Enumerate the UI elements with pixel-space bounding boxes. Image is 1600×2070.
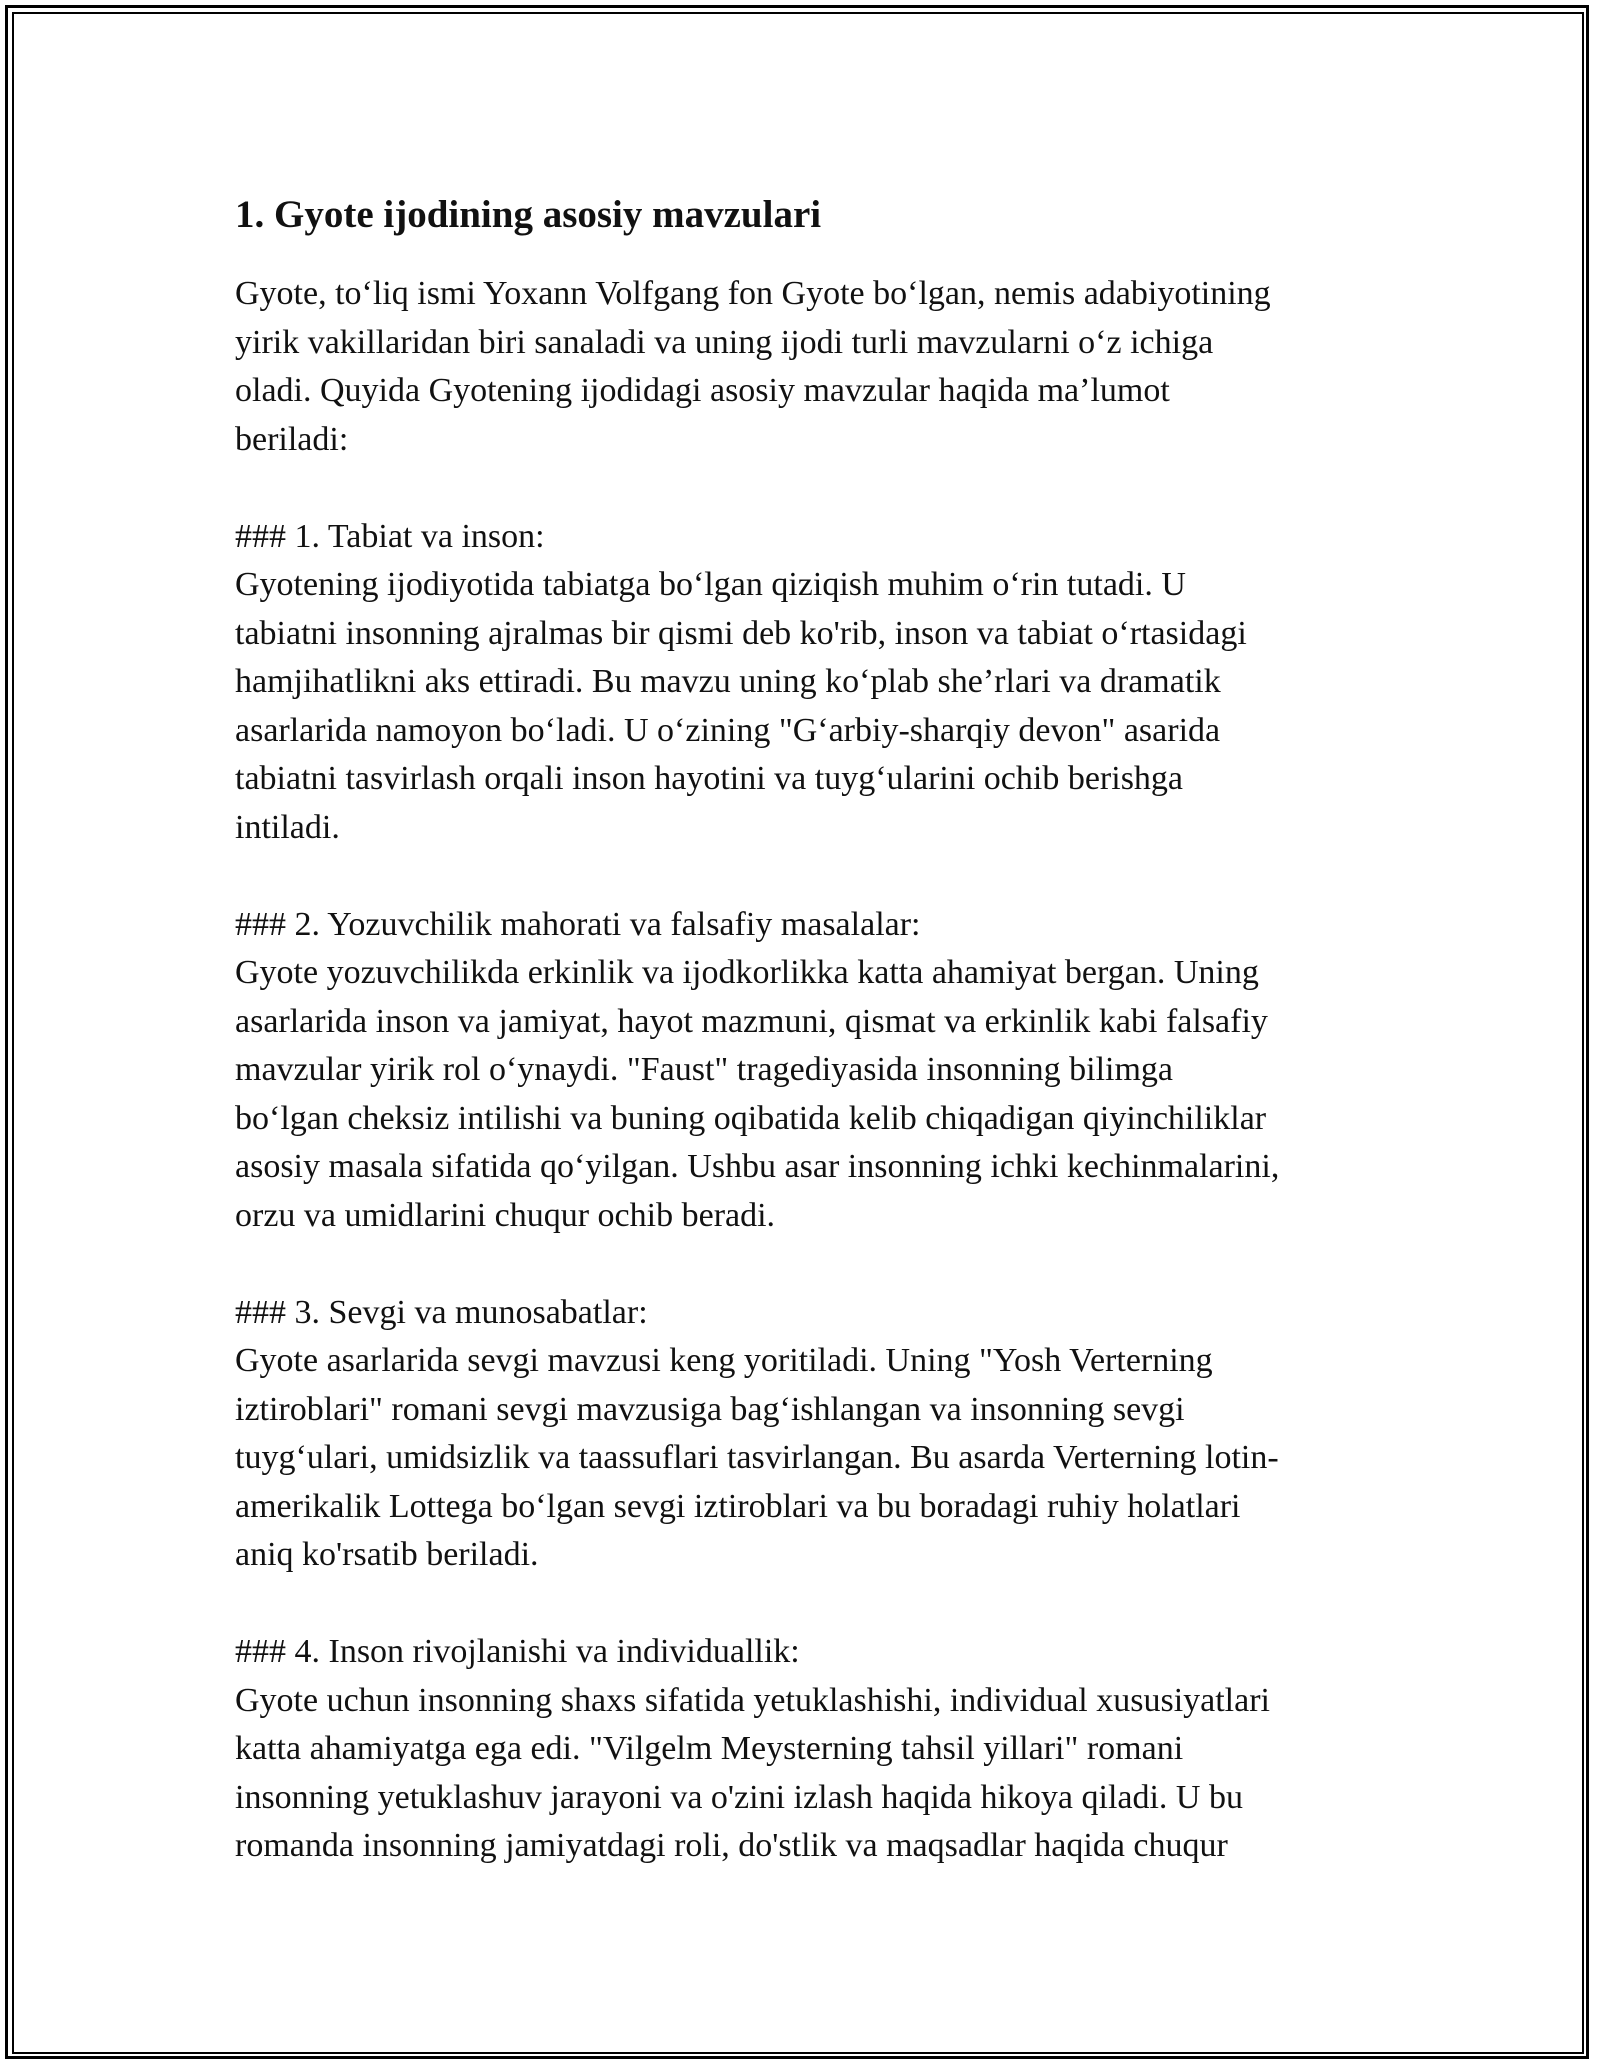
section-body-tabiat: Gyotening ijodiyotida tabiatga bo‘lgan qiziqish muhim o‘rin tutadi. U tabiatni insonning ajralmas bir qismi deb ko'rib, inson va tabiat o‘rtasidagi hamjihatlikni aks ettiradi. Bu mavzu uning ko‘plab she’rlari va dramatik asarlarida namoyon bo‘ladi. U o‘zining "G‘arbiy-sharqiy devon" asarida tabiatni tasvirlash orqali inson hayotini va tuyg‘ularini ochib berishga intiladi.	[235, 566, 1247, 846]
document-title: 1. Gyote ijodining asosiy mavzulari	[235, 193, 822, 236]
intro-paragraph: Gyote, to‘liq ismi Yoxann Volfgang fon Gyote bo‘lgan, nemis adabiyotining yirik vakillaridan biri sanaladi va uning ijodi turli mavzularni o‘z ichiga oladi. Quyida Gyotening ijodidagi asosiy mavzular haqida ma’lumot beriladi:	[235, 275, 1271, 458]
section-body-yozuvchilik: Gyote yozuvchilikda erkinlik va ijodkorlikka katta ahamiyat bergan. Uning asarlarida inson va jamiyat, hayot mazmuni, qismat va erkinlik kabi falsafiy mavzular yirik rol o‘ynaydi. "Faust" tragediyasida insonning bilimga bo‘lgan cheksiz intilishi va buning oqibatida kelib chiqadigan qiyinchiliklar asosiy masala sifatida qo‘yilgan. Ushbu asar insonning ichki kechinmalarini, orzu va umidlarini chuqur ochib beradi.	[235, 954, 1280, 1234]
section-body-sevgi: Gyote asarlarida sevgi mavzusi keng yoritiladi. Uning "Yosh Verterning iztiroblari" romani sevgi mavzusiga bag‘ishlangan va insonning sevgi tuyg‘ulari, umidsizlik va taassuflari tasvirlangan. Bu asarda Verterning lotin- amerikalik Lottega bo‘lgan sevgi iztiroblari va bu boradagi ruhiy holatlari aniq ko'rsatib beriladi.	[235, 1342, 1279, 1573]
document-body	[235, 186, 1385, 1871]
paragraph-spacer	[235, 464, 1385, 513]
section-heading-tabiat: ### 1. Tabiat va inson:	[235, 517, 545, 555]
paragraph-spacer	[235, 1240, 1385, 1289]
section-heading-inson-rivojlanishi: ### 4. Inson rivojlanishi va individuallik:	[235, 1633, 800, 1670]
section-body-inson-rivojlanishi: Gyote uchun insonning shaxs sifatida yetuklashishi, individual xususiyatlari katta ahamiyatga ega edi. "Vilgelm Meysterning tahsil yillari" romani insonning yetuklashuv jarayoni va o'zini izlash haqida hikoya qiladi. U bu romanda insonning jamiyatdagi roli, do'stlik va maqsadlar haqida chuqur	[235, 1681, 1270, 1864]
paragraph-spacer	[235, 1580, 1385, 1629]
paragraph-spacer	[235, 852, 1385, 901]
section-heading-sevgi: ### 3. Sevgi va munosabatlar:	[235, 1293, 648, 1331]
section-heading-yozuvchilik: ### 2. Yozuvchilik mahorati va falsafiy masalalar:	[235, 905, 921, 943]
